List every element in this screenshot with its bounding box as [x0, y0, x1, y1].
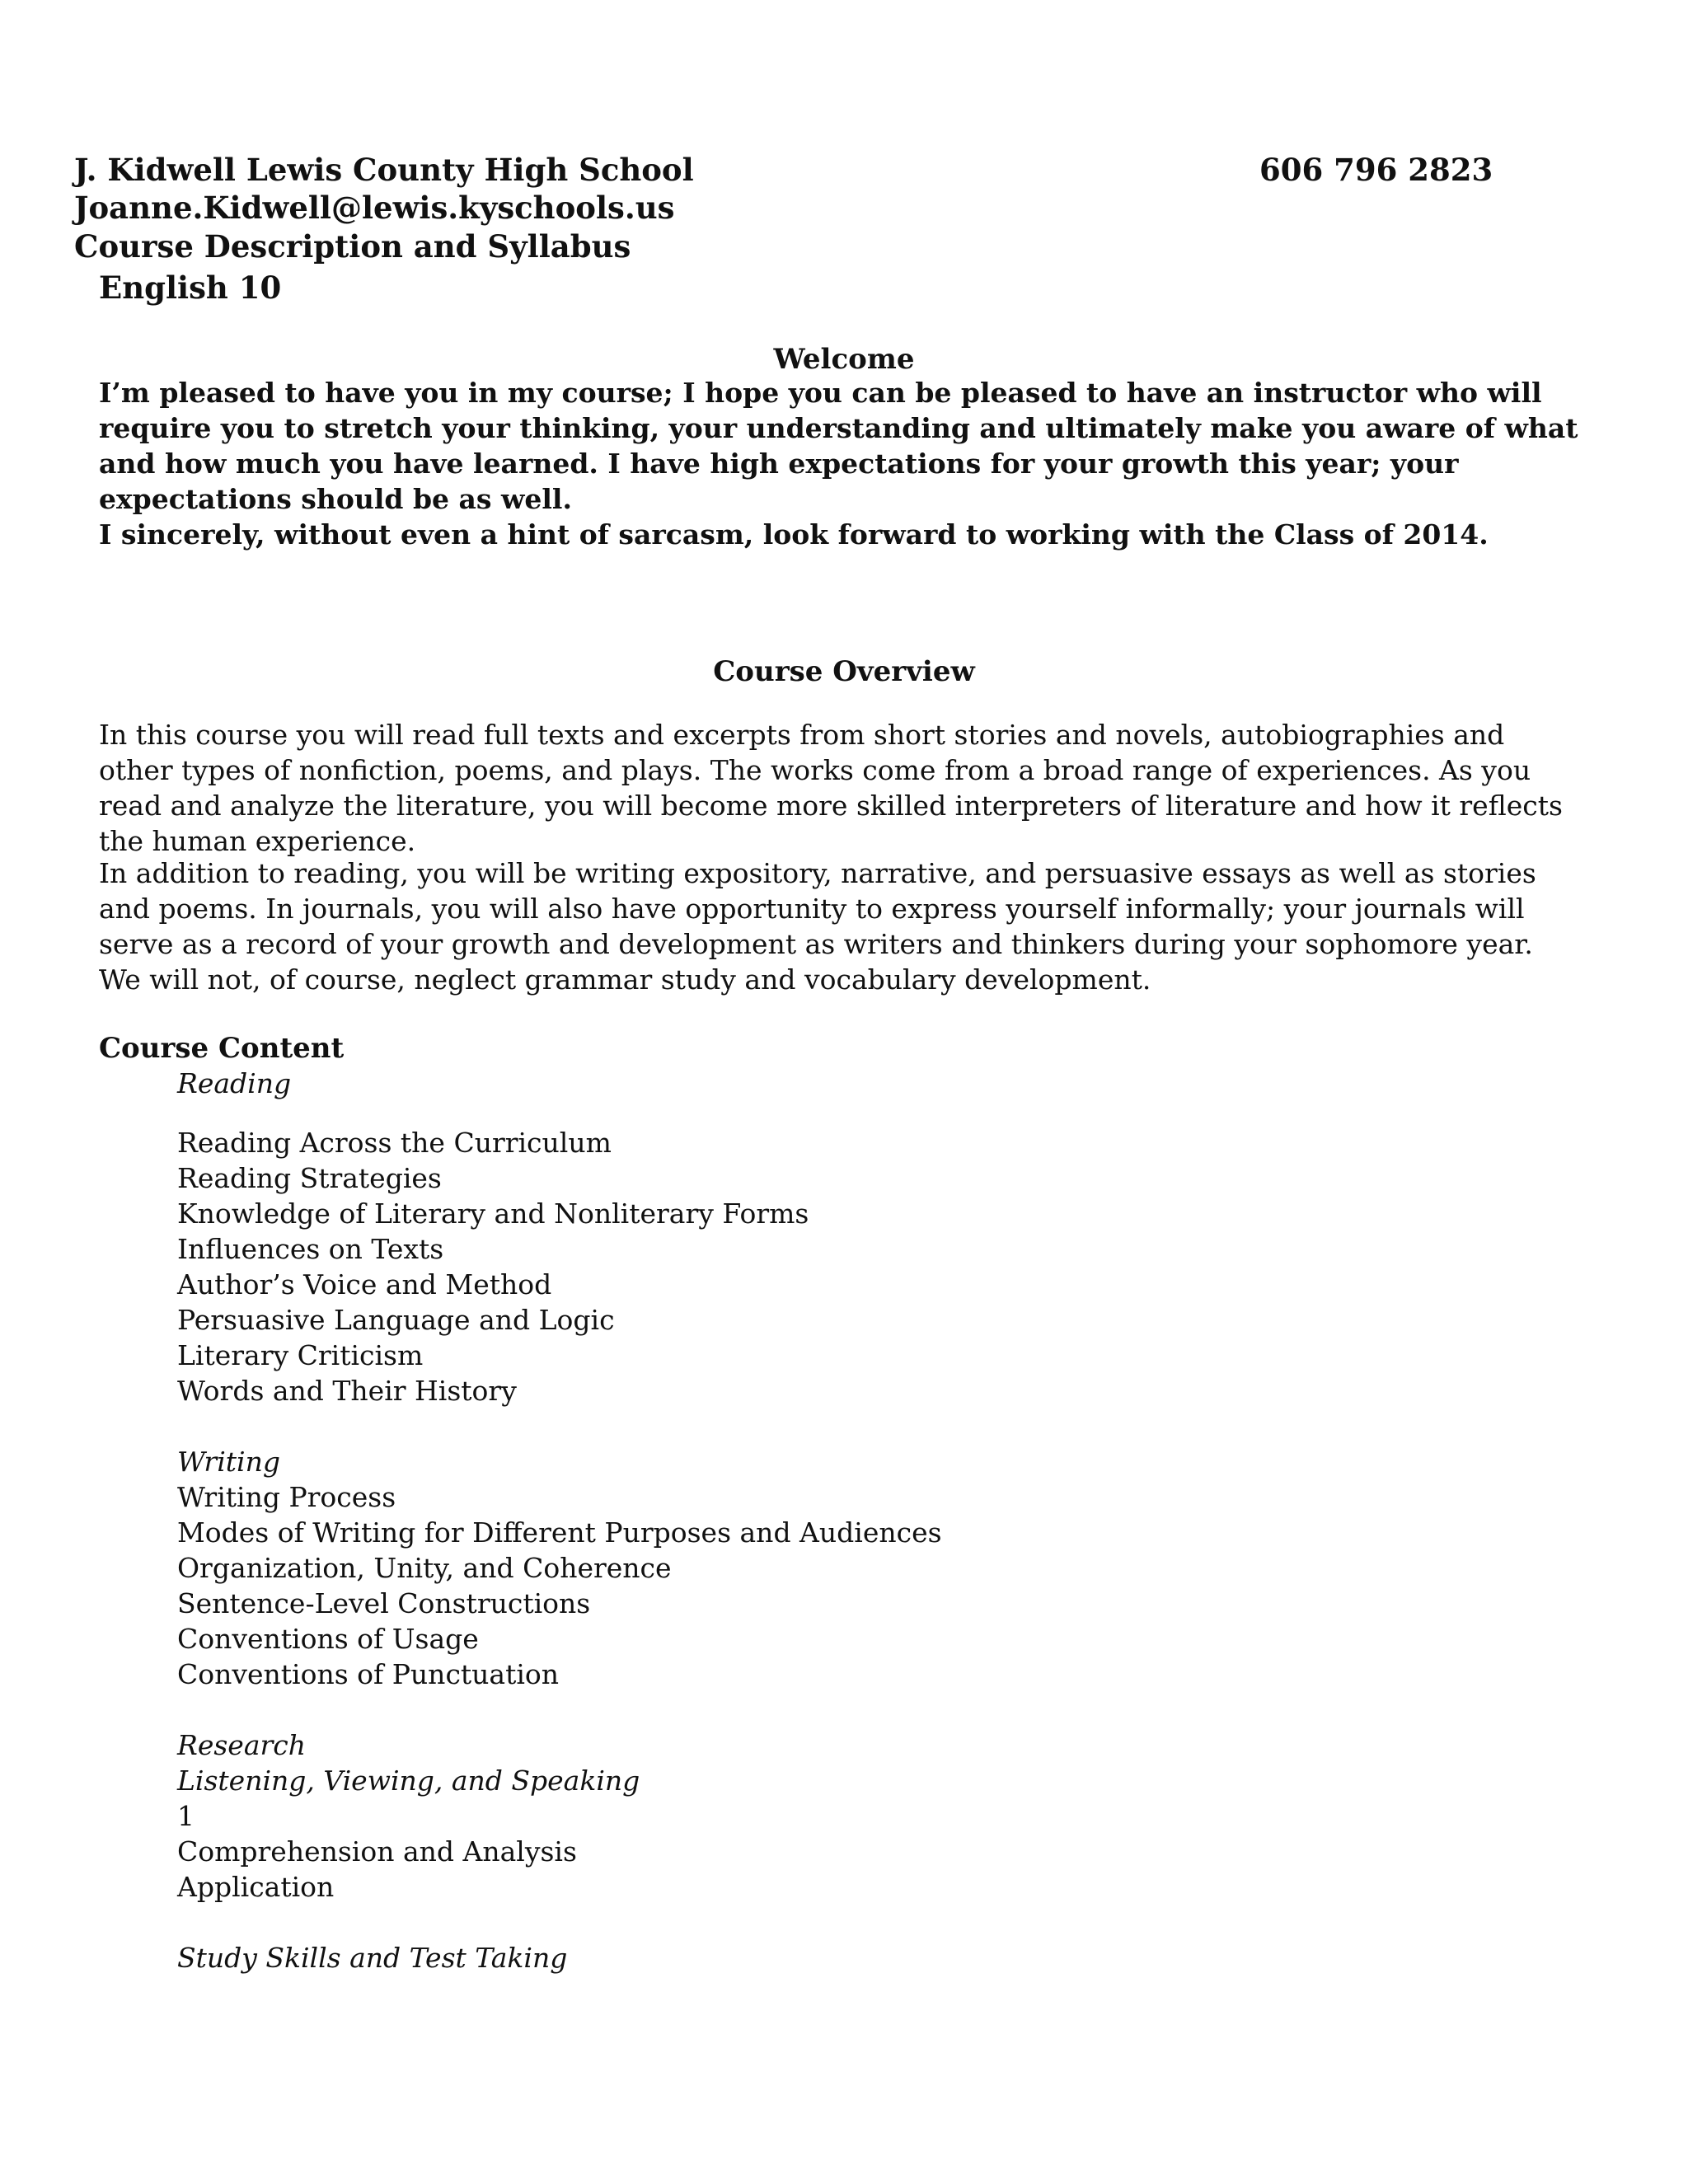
- reading-list: [177, 1125, 809, 1408]
- list-item: Author’s Voice and Method: [177, 1268, 552, 1301]
- overview-paragraph-2: In addition to reading, you will be writing expository, narrative, and persuasive essays as well as stories and poems. In journals, you will also have opportunity to express yourself informally; your journals will serve as a record of your growth and development as writers and thinkers during your sophomore year. We will not, of course, neglect grammar study and vocabulary development.: [99, 857, 1536, 996]
- listening-label: Listening, Viewing, and Speaking: [177, 1765, 640, 1797]
- document-title: Course Description and Syllabus: [74, 228, 631, 265]
- page-number: 1: [177, 1800, 195, 1832]
- list-item: Words and Their History: [177, 1375, 517, 1407]
- list-item: Reading Strategies: [177, 1162, 442, 1194]
- list-item: Influences on Texts: [177, 1233, 444, 1265]
- list-item: Modes of Writing for Different Purposes and Audiences: [177, 1516, 942, 1549]
- reading-label: Reading: [177, 1067, 292, 1099]
- welcome-paragraph: I’m pleased to have you in my course; I hope you can be pleased to have an instructor who will require you to stretch your thinking, your understanding and ultimately make you aware of what and how much you have learned. I have high expectations for your growth this year; your expectations should be as well.: [99, 377, 1578, 515]
- writing-label: Writing: [177, 1446, 280, 1478]
- research-label: Research: [177, 1729, 307, 1761]
- email-address: Joanne.Kidwell@lewis.kyschools.us: [74, 190, 675, 226]
- course-content-heading: Course Content: [99, 1032, 345, 1065]
- list-item: Knowledge of Literary and Nonliterary Forms: [177, 1197, 809, 1230]
- writing-list: [177, 1479, 942, 1692]
- study-skills-label: Study Skills and Test Taking: [177, 1942, 568, 1974]
- list-item: Sentence-Level Constructions: [177, 1587, 591, 1619]
- welcome-closing: I sincerely, without even a hint of sarcasm, look forward to working with the Class of 2014.: [99, 518, 1489, 551]
- listening-list: [177, 1834, 577, 1905]
- list-item: Reading Across the Curriculum: [177, 1127, 612, 1159]
- list-item: Conventions of Usage: [177, 1623, 479, 1655]
- overview-heading: Course Overview: [713, 655, 975, 688]
- welcome-heading: Welcome: [773, 343, 915, 376]
- list-item: Application: [177, 1871, 335, 1903]
- overview-paragraph-1: In this course you will read full texts and excerpts from short stories and novels, autobiographies and other types of nonfiction, poems, and plays. The works come from a broad range of experiences. As you read and analyze the literature, you will become more skilled interpreters of literature and how it reflects the human experience.: [99, 719, 1563, 857]
- list-item: Organization, Unity, and Coherence: [177, 1552, 672, 1584]
- list-item: Writing Process: [177, 1481, 396, 1513]
- phone-number: 606 796 2823: [1259, 152, 1493, 188]
- school-line: J. Kidwell Lewis County High School: [74, 152, 694, 188]
- list-item: Conventions of Punctuation: [177, 1658, 560, 1690]
- list-item: Persuasive Language and Logic: [177, 1304, 615, 1336]
- list-item: Literary Criticism: [177, 1339, 424, 1371]
- course-name: English 10: [99, 269, 282, 306]
- list-item: Comprehension and Analysis: [177, 1835, 577, 1868]
